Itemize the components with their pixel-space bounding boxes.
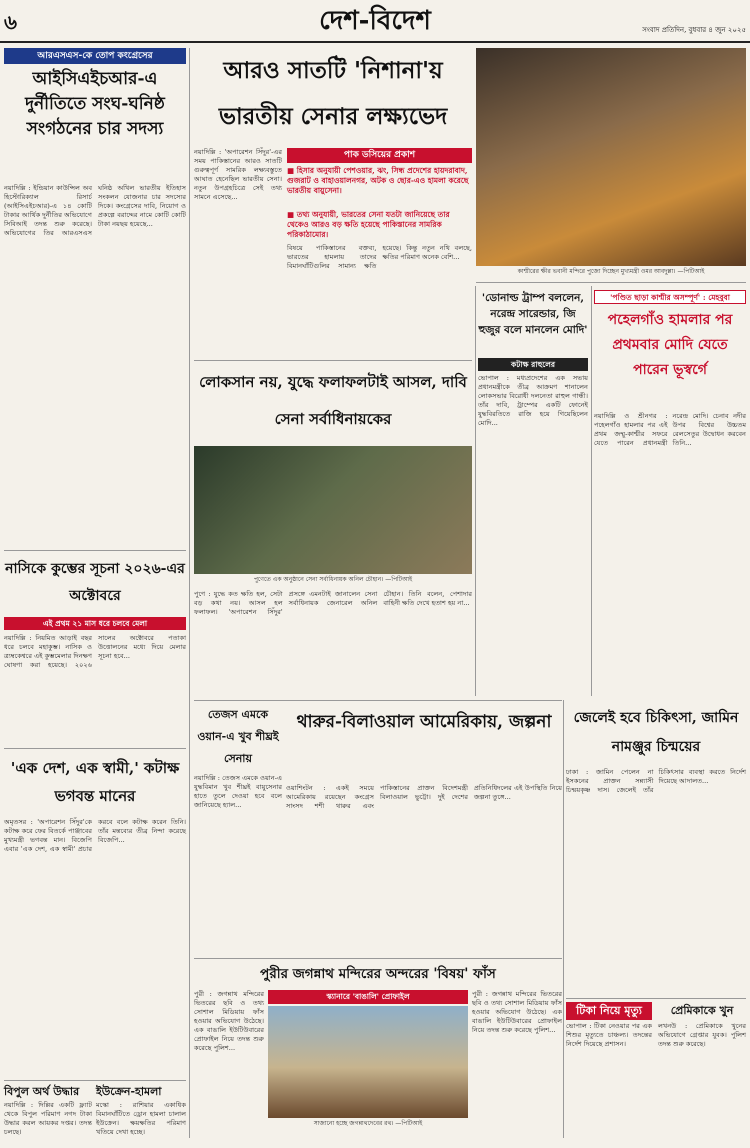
- lead-intro: নয়াদিল্লি : 'অপারেশন সিঁদুর'-এর সময় পাকিস্তানের আরও সাতটি গুরুত্বপূর্ণ সামরিক লক্ষ্যবস্তুতে আঘাত হেনেছিল ভারতীয় সেনা। নতুন উপগ্রহচিত্রে সেই তথ্য সামনে এসেছে...: [194, 148, 285, 201]
- modi-headline: পহেলগাঁও হামলার পর প্রথমবার মোদি যেতে পারেন ভূস্বর্গে: [607, 312, 733, 378]
- story2-rule: [4, 748, 186, 749]
- divider-left: [189, 48, 190, 1138]
- divider-modi: [591, 286, 592, 696]
- puri-body-left: পুরী : জগন্নাথ মন্দিরের ভিতরের ছবি ও তথ্য সোশাল মিডিয়ায় ফাঁস হওয়ার অভিযোগ উঠেছে। এক বাঙালি ইউটিউবারের প্রোফাইল নিয়ে তদন্ত শুরু করেছে পুলিশ...: [194, 990, 267, 1052]
- lead-headline: আরও সাতটি 'নিশানা'য় ভারতীয় সেনার লক্ষ্যভেদ: [218, 57, 448, 130]
- trump-body: ভোপাল : মধ্যপ্রদেশের এক সভায় প্রধানমন্ত্রীকে তীব্র আক্রমণ শানালেন লোকসভার বিরোধী দলনেতা রাহুল গান্ধী। তাঁর দাবি, ট্রাম্পের একটি ফোনেই যুদ্ধবিরতিতে রাজি হয়ে গিয়েছিলেন মোদি...: [478, 374, 591, 427]
- divider-right: [563, 700, 564, 1138]
- lover-body: লখনউ : প্রেমিকাকে খুনের অভিযোগে গ্রেপ্তার যুবক। পুলিশ তদন্ত শুরু করেছে।: [658, 1022, 749, 1048]
- cds-headline: লোকসান নয়, যুদ্ধে ফলাফলটাই আসল, দাবি সেনা সর্বাধিনায়কের: [199, 373, 467, 428]
- modi-body: নয়াদিল্লি ও শ্রীনগর : পহেলগাঁও হামলার পর এই প্রথম জম্মু-কাশ্মীর সফরে যেতে পারেন প্রধানমন্ত্রী নরেন্দ্র মোদি। চেনাব নদীর উপর বিশ্বের উচ্চতম রেলসেতুর উদ্বোধন করবেন তিনি...: [594, 412, 749, 447]
- tika-headline: টিকা নিয়ে মৃত্যু: [566, 1002, 652, 1020]
- story4-headline: বিপুল অর্থ উদ্ধার: [4, 1085, 80, 1098]
- bullet-icon: ■: [287, 166, 297, 175]
- lead-band: পাক ডসিয়ের প্রকাশ: [287, 148, 472, 163]
- jail-headline: জেলেই হবে চিকিৎসা, জামিন নামঞ্জুর চিন্ময়ের: [573, 710, 739, 755]
- lead-photo: [476, 48, 746, 266]
- tharoor-body: ওয়াশিংটন : একই সময়ে আমেরিকায় রয়েছেন কংগ্রেস সাংসদ শশী থারুর এবং পাকিস্তানের প্রাক্তন বিদেশমন্ত্রী বিলাওয়াল ভুট্টো। দুই দেশের প্রতিনিধিদলের এই উপস্থিতি নিয়ে জল্পনা তুঙ্গে...: [286, 784, 562, 810]
- lead-photo-caption: কাশ্মীরের ক্ষীর ভবানী মন্দিরে পুজো দিচ্ছেন মুখ্যমন্ত্রী ওমর আবদুল্লা। —পিটিআই: [517, 268, 705, 275]
- masthead: [0, 0, 750, 40]
- story2-body: নয়াদিল্লি : নিয়মিত আড়াই বছর ধরে চলবে মহাকুম্ভ। নাসিক ও ত্র্যম্বকেশ্বরে এই কুম্ভমেলার দিনক্ষণ ঘোষণা করা হয়েছে। ২০২৬ সালের অক্টোবরে পতাকা উত্তোলনের মধ্যে দিয়ে মেলার সূচনা হবে...: [4, 634, 189, 669]
- story1-kicker: আরএসএস-কে তোপ কংগ্রেসের: [4, 48, 186, 64]
- masthead-rule: [0, 41, 750, 43]
- story3-headline: 'এক দেশ, এক স্বামী,' কটাক্ষ ভগবন্ত মানের: [10, 759, 180, 805]
- lead-bullet-1-text: হিসার অনুযায়ী পেশওয়ার, ঝং, সিন্ধ প্রদেশের হায়দরাবাদ, গুজরাট ও বাহাওয়ালনগর, অটক ও ছোর-এও হামলা করেছে ভারতীয় বায়ুসেনা।: [287, 166, 469, 195]
- puri-headline: পুরীর জগন্নাথ মন্দিরের অন্দরের 'বিষয়' ফাঁস: [260, 966, 496, 982]
- puri-rule: [194, 958, 562, 959]
- photo-rule: [476, 282, 746, 283]
- story1-body: নয়াদিল্লি : ইন্ডিয়ান কাউন্সিল অব হিস্টোরিক্যাল রিসার্চ (আইসিএইচআর)-এ ১৪ কোটি টাকার আর্থিক দুর্নীতির অভিযোগে সিবিআই তদন্ত শুরু করেছে। অভিযোগের তির আরএসএস ঘনিষ্ঠ অখিল ভারতীয় ইতিহাস সংকলন যোজনার চার সদস্যের দিকে। কংগ্রেসের দাবি, নিয়োগ ও প্রকল্পে বরাদ্দের নামে কোটি কোটি টাকা নয়ছয় হয়েছে...: [4, 184, 189, 237]
- tejas-headline: তেজস এমকে ওয়ান-এ খুব শীঘ্রই সেনায়: [197, 708, 279, 765]
- story4-body: নয়াদিল্লি : দিল্লির একটি ফ্ল্যাট থেকে বিপুল পরিমাণ নগদ টাকা উদ্ধার করল আয়কর দপ্তর। তদন্ত চলছে।: [4, 1101, 95, 1136]
- lead-bullet-2-text: তথ্য অনুযায়ী, ভারতের সেনা যতটা জানিয়েছে তার থেকেও আরও বড় ক্ষতি হয়েছে পাকিস্তানের সামরিক পরিকাঠামোর।: [287, 210, 450, 239]
- page-number: ৬: [4, 10, 18, 34]
- cds-rule: [194, 360, 472, 361]
- bullet-icon: ■: [287, 210, 297, 219]
- jail-body: ঢাকা : জামিন পেলেন না ইসকনের প্রাক্তন সন্ন্যাসী চিন্ময়কৃষ্ণ দাস। জেলেই তাঁর চিকিৎসার ব্যবস্থা করতে নির্দেশ দিয়েছে আদালত...: [566, 768, 749, 794]
- puri-body-right: পুরী : জগন্নাথ মন্দিরের ভিতরের ছবি ও তথ্য সোশাল মিডিয়ায় ফাঁস হওয়ার অভিযোগ উঠেছে। এক বাঙালি ইউটিউবারের প্রোফাইল নিয়ে তদন্ত শুরু করেছে পুলিশ...: [472, 990, 562, 1034]
- story2-headline: নাসিকে কুম্ভের সূচনা ২০২৬-এর অক্টোবরে: [5, 561, 185, 604]
- trump-band: কটাক্ষ রাহুলের: [478, 358, 588, 371]
- trump-headline: 'ডোনাল্ড ট্রাম্প বললেন, নরেন্দ্র সারেন্ডার, জি হুজুর বলে মানলেন মোদি': [478, 292, 588, 336]
- lead-bullet-2: [287, 210, 472, 242]
- puri-band: স্ক্যানারে 'বাঙালি' প্রোফাইল: [268, 990, 468, 1004]
- story5-body: মস্কো : রাশিয়ার একাধিক বিমানঘাঁটিতে ড্রোন হামলা চালাল ইউক্রেন। ক্ষয়ক্ষতির পরিমাণ খতিয়ে দেখা হচ্ছে।: [96, 1101, 189, 1136]
- story3-rule: [4, 1080, 186, 1081]
- story1-headline: আইসিএইচআর-এ দুর্নীতিতে সংঘ-ঘনিষ্ঠ সংগঠনের চার সদস্য: [25, 69, 165, 139]
- story2-band: এই প্রথম ২১ মাস ধরে চলবে মেলা: [4, 617, 186, 630]
- lead-body: বিষয়ে পাকিস্তানের বক্তব্য, ভারতের হামলায় তাদের বিমানঘাঁটিগুলির সামান্য ক্ষতি হয়েছে। কিন্তু নতুন নথি বলছে, ক্ষতির পরিমাণ অনেক বেশি...: [287, 244, 475, 270]
- tika-body: ভোপাল : টিকা নেওয়ার পর এক শিশুর মৃত্যুতে চাঞ্চল্য। তদন্তের নির্দেশ দিয়েছে প্রশাসন।: [566, 1022, 655, 1048]
- section-title: দেশ-বিদেশ: [319, 6, 431, 36]
- bottom-right-rule: [566, 998, 746, 999]
- cds-caption: পুণেতে এক অনুষ্ঠানে সেনা সর্বাধিনায়ক অনিল চৌহান। —পিটিআই: [253, 576, 413, 583]
- tejas-rule: [194, 700, 562, 701]
- story3-body: অমৃতসর : 'অপারেশন সিঁদুর'কে কটাক্ষ করে ফের বিতর্কে পাঞ্জাবের মুখ্যমন্ত্রী ভগবন্ত মান। বিজেপি এবার 'এক দেশ, এক স্বামী' প্রচার করবে বলে কটাক্ষ করেন তিনি। তাঁর মন্তব্যের তীব্র নিন্দা করেছে বিজেপি...: [4, 818, 189, 853]
- modi-kicker: 'পণ্ডিত ছাড়া কাশ্মীর অসম্পূর্ণ' : মেহবুবা: [594, 290, 746, 304]
- lead-bullet-1: [287, 166, 472, 208]
- cds-photo: [194, 446, 472, 574]
- story5-headline: ইউক্রেন-হামলা: [96, 1085, 162, 1098]
- date-line: সংবাদ প্রতিদিন, বুধবার ৪ জুন ২০২৫: [642, 26, 746, 34]
- divider-trump: [475, 286, 476, 696]
- puri-caption: সাজানো হচ্ছে জগন্নাথদেবের রথ। —পিটিআই: [313, 1120, 423, 1127]
- tejas-body: নয়াদিল্লি : তেজস এমকে ওয়ান-এ যুদ্ধবিমান খুব শীঘ্রই বায়ুসেনার হাতে তুলে দেওয়া হবে বলে জানিয়েছে হ্যাল...: [194, 774, 285, 809]
- lover-headline: প্রেমিকাকে খুন: [670, 1004, 734, 1017]
- tharoor-headline: থারুর-বিলাওয়াল আমেরিকায়, জল্পনা: [296, 712, 552, 732]
- story1-rule: [4, 550, 186, 551]
- cds-body: পুণে : যুদ্ধে কত ক্ষতি হল, সেটা বড় কথা নয়। আসল হল ফলাফল। 'অপারেশন সিঁদুর' প্রসঙ্গে এমনটাই জানালেন সেনা সর্বাধিনায়ক জেনারেল অনিল চৌহান। তিনি বলেন, পেশাদার বাহিনী ক্ষতি দেখে হতাশ হয় না...: [194, 590, 475, 616]
- puri-photo: [268, 1006, 468, 1118]
